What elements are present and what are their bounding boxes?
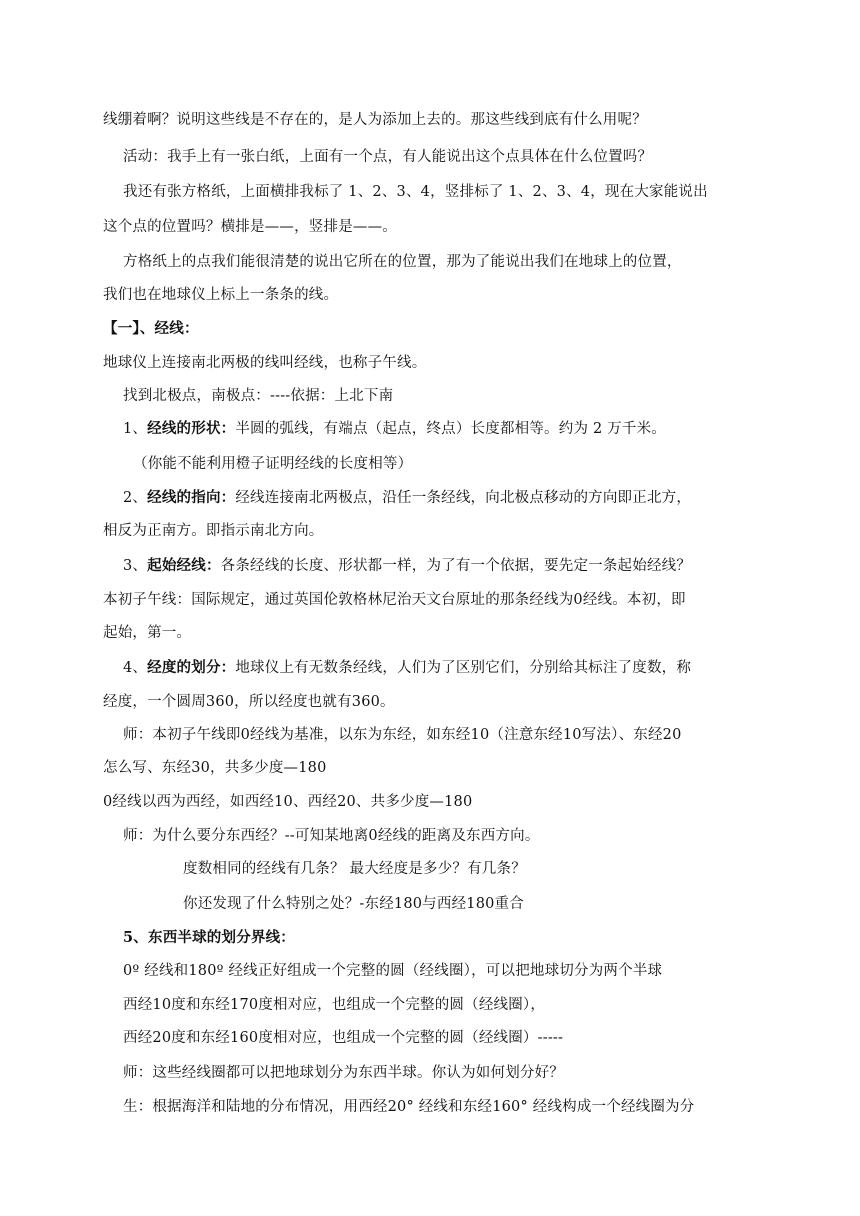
list-item-text: 地球仪上有无数条经线，人们为了区别它们，分别给其标注了度数，称	[235, 660, 692, 676]
text-line: 西经10度和东经170度相对应，也组成一个完整的圆（经线圈），	[123, 997, 546, 1013]
list-item	[123, 658, 691, 678]
text-line: 经度，一个圆周360，所以经度也就有360。	[103, 694, 395, 710]
text-line: 找到北极点，南极点：----依据：上北下南	[123, 388, 394, 404]
list-number: 3、	[123, 558, 148, 574]
list-number: 2、	[123, 490, 148, 506]
text-line: 这个点的位置吗？横排是——，竖排是——。	[103, 219, 397, 235]
list-number: 4、	[123, 660, 148, 676]
text-line: 0º 经线和180º 经线正好组成一个完整的圆（经线圈），可以把地球切分为两个半球	[123, 963, 663, 979]
list-item	[123, 419, 666, 439]
text-line: 生：根据海洋和陆地的分布情况，用西经20° 经线和东经160° 经线构成一个经线圈为分	[123, 1099, 695, 1115]
text-line: 本初子午线：国际规定，通过英国伦敦格林尼治天文台原址的那条经线为0经线。本初，即	[103, 592, 686, 608]
section-heading-text: 5、东西半球的划分界线：	[123, 929, 295, 946]
text-line: 度数相同的经线有几条？ 最大经度是多少？有几条？	[183, 861, 526, 877]
text-line: 活动：我手上有一张白纸，上面有一个点，有人能说出这个点具体在什么位置吗？	[123, 149, 653, 165]
text-line: 怎么写、东经30，共多少度—180	[103, 760, 327, 776]
text-line: 师：这些经线圈都可以把地球划分为东西半球。你认为如何划分好？	[123, 1065, 564, 1081]
list-item-term: 经度的划分：	[147, 659, 236, 676]
list-item-text: 半圆的弧线，有端点（起点，终点）长度都相等。约为 2 万千米。	[235, 421, 666, 437]
list-item-text: 经线连接南北两极点，沿任一条经线，向北极点移动的方向即正北方，	[235, 490, 692, 506]
list-item-text: 各条经线的长度、形状都一样，为了有一个依据，要先定一条起始经线？	[220, 558, 692, 574]
text-line: 我们也在地球仪上标上一条条的线。	[103, 287, 339, 303]
text-line: 你还发现了什么特别之处？-东经180与西经180重合	[183, 896, 524, 912]
list-number: 1、	[123, 421, 148, 437]
section-heading	[123, 928, 295, 948]
text-line: 我还有张方格纸，上面横排我标了 1、2、3、4，竖排标了 1、2、3、4，现在大家能说出	[123, 184, 708, 200]
text-line: 地球仪上连接南北两极的线叫经线，也称子午线。	[103, 355, 427, 371]
list-item-term: 经线的形状：	[147, 420, 236, 437]
text-line: 方格纸上的点我们能很清楚的说出它所在的位置，那为了能说出我们在地球上的位置，	[123, 254, 682, 270]
text-line: 师：本初子午线即0经线为基准，以东为东经，如东经10（注意东经10写法）、东经20	[123, 727, 682, 743]
list-item	[123, 556, 691, 576]
text-line: 西经20度和东经160度相对应，也组成一个完整的圆（经线圈）-----	[123, 1030, 564, 1046]
list-item-term: 起始经线：	[147, 557, 221, 574]
text-line: 0经线以西为西经，如西经10、西经20、共多少度—180	[103, 794, 473, 810]
list-item	[123, 488, 691, 508]
text-line: 相反为正南方。即指示南北方向。	[103, 523, 324, 539]
section-heading	[103, 319, 199, 339]
text-line: 起始，第一。	[103, 625, 192, 641]
text-line: 师：为什么要分东西经？--可知某地离0经线的距离及东西方向。	[123, 828, 540, 844]
text-line: 线绷着啊？说明这些线是不存在的，是人为添加上去的。那这些线到底有什么用呢？	[103, 112, 647, 128]
text-line: （你能不能利用橙子证明经线的长度相等）	[133, 456, 413, 472]
section-heading-text: 【一】、经线：	[103, 320, 199, 337]
list-item-term: 经线的指向：	[147, 489, 236, 506]
